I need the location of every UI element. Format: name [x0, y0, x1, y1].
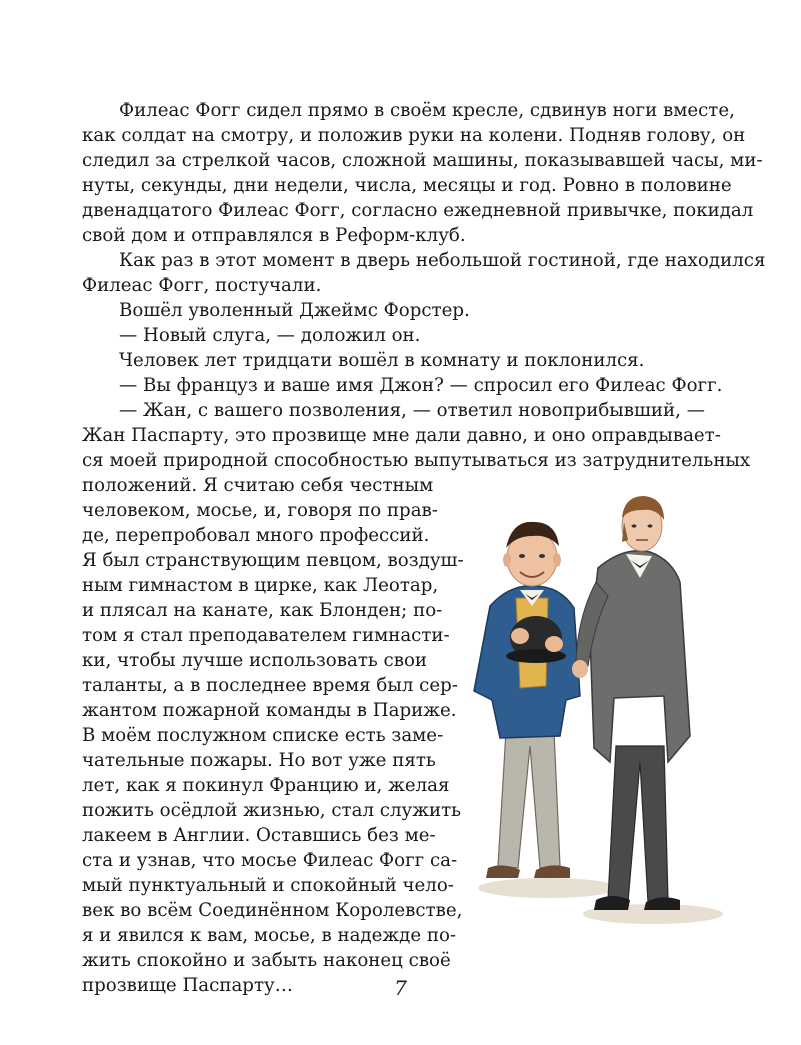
text-line: ным гимнастом в цирке, как Леотар,: [82, 575, 439, 596]
ground-shadow: [478, 878, 618, 898]
text-line: человеком, мосье, и, говоря по прав-: [82, 500, 438, 521]
text-line: жить спокойно и забыть наконец своё: [82, 950, 451, 971]
text-line: прозвище Паспарту…: [82, 975, 293, 996]
text-line: мый пунктуальный и спокойный чело-: [82, 875, 454, 896]
text-line: следил за стрелкой часов, сложной машины, показывавшей часы, ми-: [82, 150, 763, 171]
text-line: нуты, секунды, дни недели, числа, месяцы и год. Ровно в половине: [82, 175, 732, 196]
text-line: де, перепробовал много профессий.: [82, 525, 430, 546]
illustration-fogg-and-passepartout: [428, 486, 788, 936]
text-line: чательные пожары. Но вот уже пять: [82, 750, 436, 771]
text-line: таланты, а в последнее время был сер-: [82, 675, 458, 696]
text-line: — Жан, с вашего позволения, — ответил новоприбывший, —: [119, 400, 705, 421]
text-line: Жан Паспарту, это прозвище мне дали давно, и оно оправдывает-: [82, 425, 721, 446]
page-number: 7: [394, 976, 407, 1000]
text-line: — Новый слуга, — доложил он.: [119, 325, 421, 346]
text-line: век во всём Соединённом Королевстве,: [82, 900, 463, 921]
text-line: — Вы француз и ваше имя Джон? — спросил его Филеас Фогг.: [119, 375, 723, 396]
text-line: жантом пожарной команды в Париже.: [82, 700, 457, 721]
text-line: лет, как я покинул Францию и, желая: [82, 775, 450, 796]
text-line: Филеас Фогг, постучали.: [82, 275, 322, 296]
text-line: Филеас Фогг сидел прямо в своём кресле, сдвинув ноги вместе,: [119, 100, 735, 121]
phileas-fogg-figure: [572, 496, 690, 910]
text-line: ся моей природной способностью выпутываться из затруднительных: [82, 450, 751, 471]
text-line: двенадцатого Филеас Фогг, согласно ежедневной привычке, покидал: [82, 200, 754, 221]
text-line: лакеем в Англии. Оставшись без ме-: [82, 825, 436, 846]
text-line: том я стал преподавателем гимнасти-: [82, 625, 450, 646]
text-line: как солдат на смотру, и положив руки на колени. Подняв голову, он: [82, 125, 746, 146]
text-line: В моём послужном списке есть заме-: [82, 725, 444, 746]
text-line: свой дом и отправлялся в Реформ-клуб.: [82, 225, 466, 246]
text-line: Человек лет тридцати вошёл в комнату и поклонился.: [119, 350, 645, 371]
text-line: положений. Я считаю себя честным: [82, 475, 434, 496]
text-line: ста и узнав, что мосье Филеас Фогг са-: [82, 850, 458, 871]
text-line: пожить осёдлой жизнью, стал служить: [82, 800, 462, 821]
text-line: Как раз в этот момент в дверь небольшой гостиной, где находился: [119, 250, 766, 271]
text-line: Вошёл уволенный Джеймс Форстер.: [119, 300, 470, 321]
text-line: я и явился к вам, мосье, в надежде по-: [82, 925, 457, 946]
text-line: и плясал на канате, как Блонден; по-: [82, 600, 443, 621]
text-line: Я был странствующим певцом, воздуш-: [82, 550, 464, 571]
passepartout-figure: [474, 522, 580, 878]
text-line: ки, чтобы лучше использовать свои: [82, 650, 428, 671]
